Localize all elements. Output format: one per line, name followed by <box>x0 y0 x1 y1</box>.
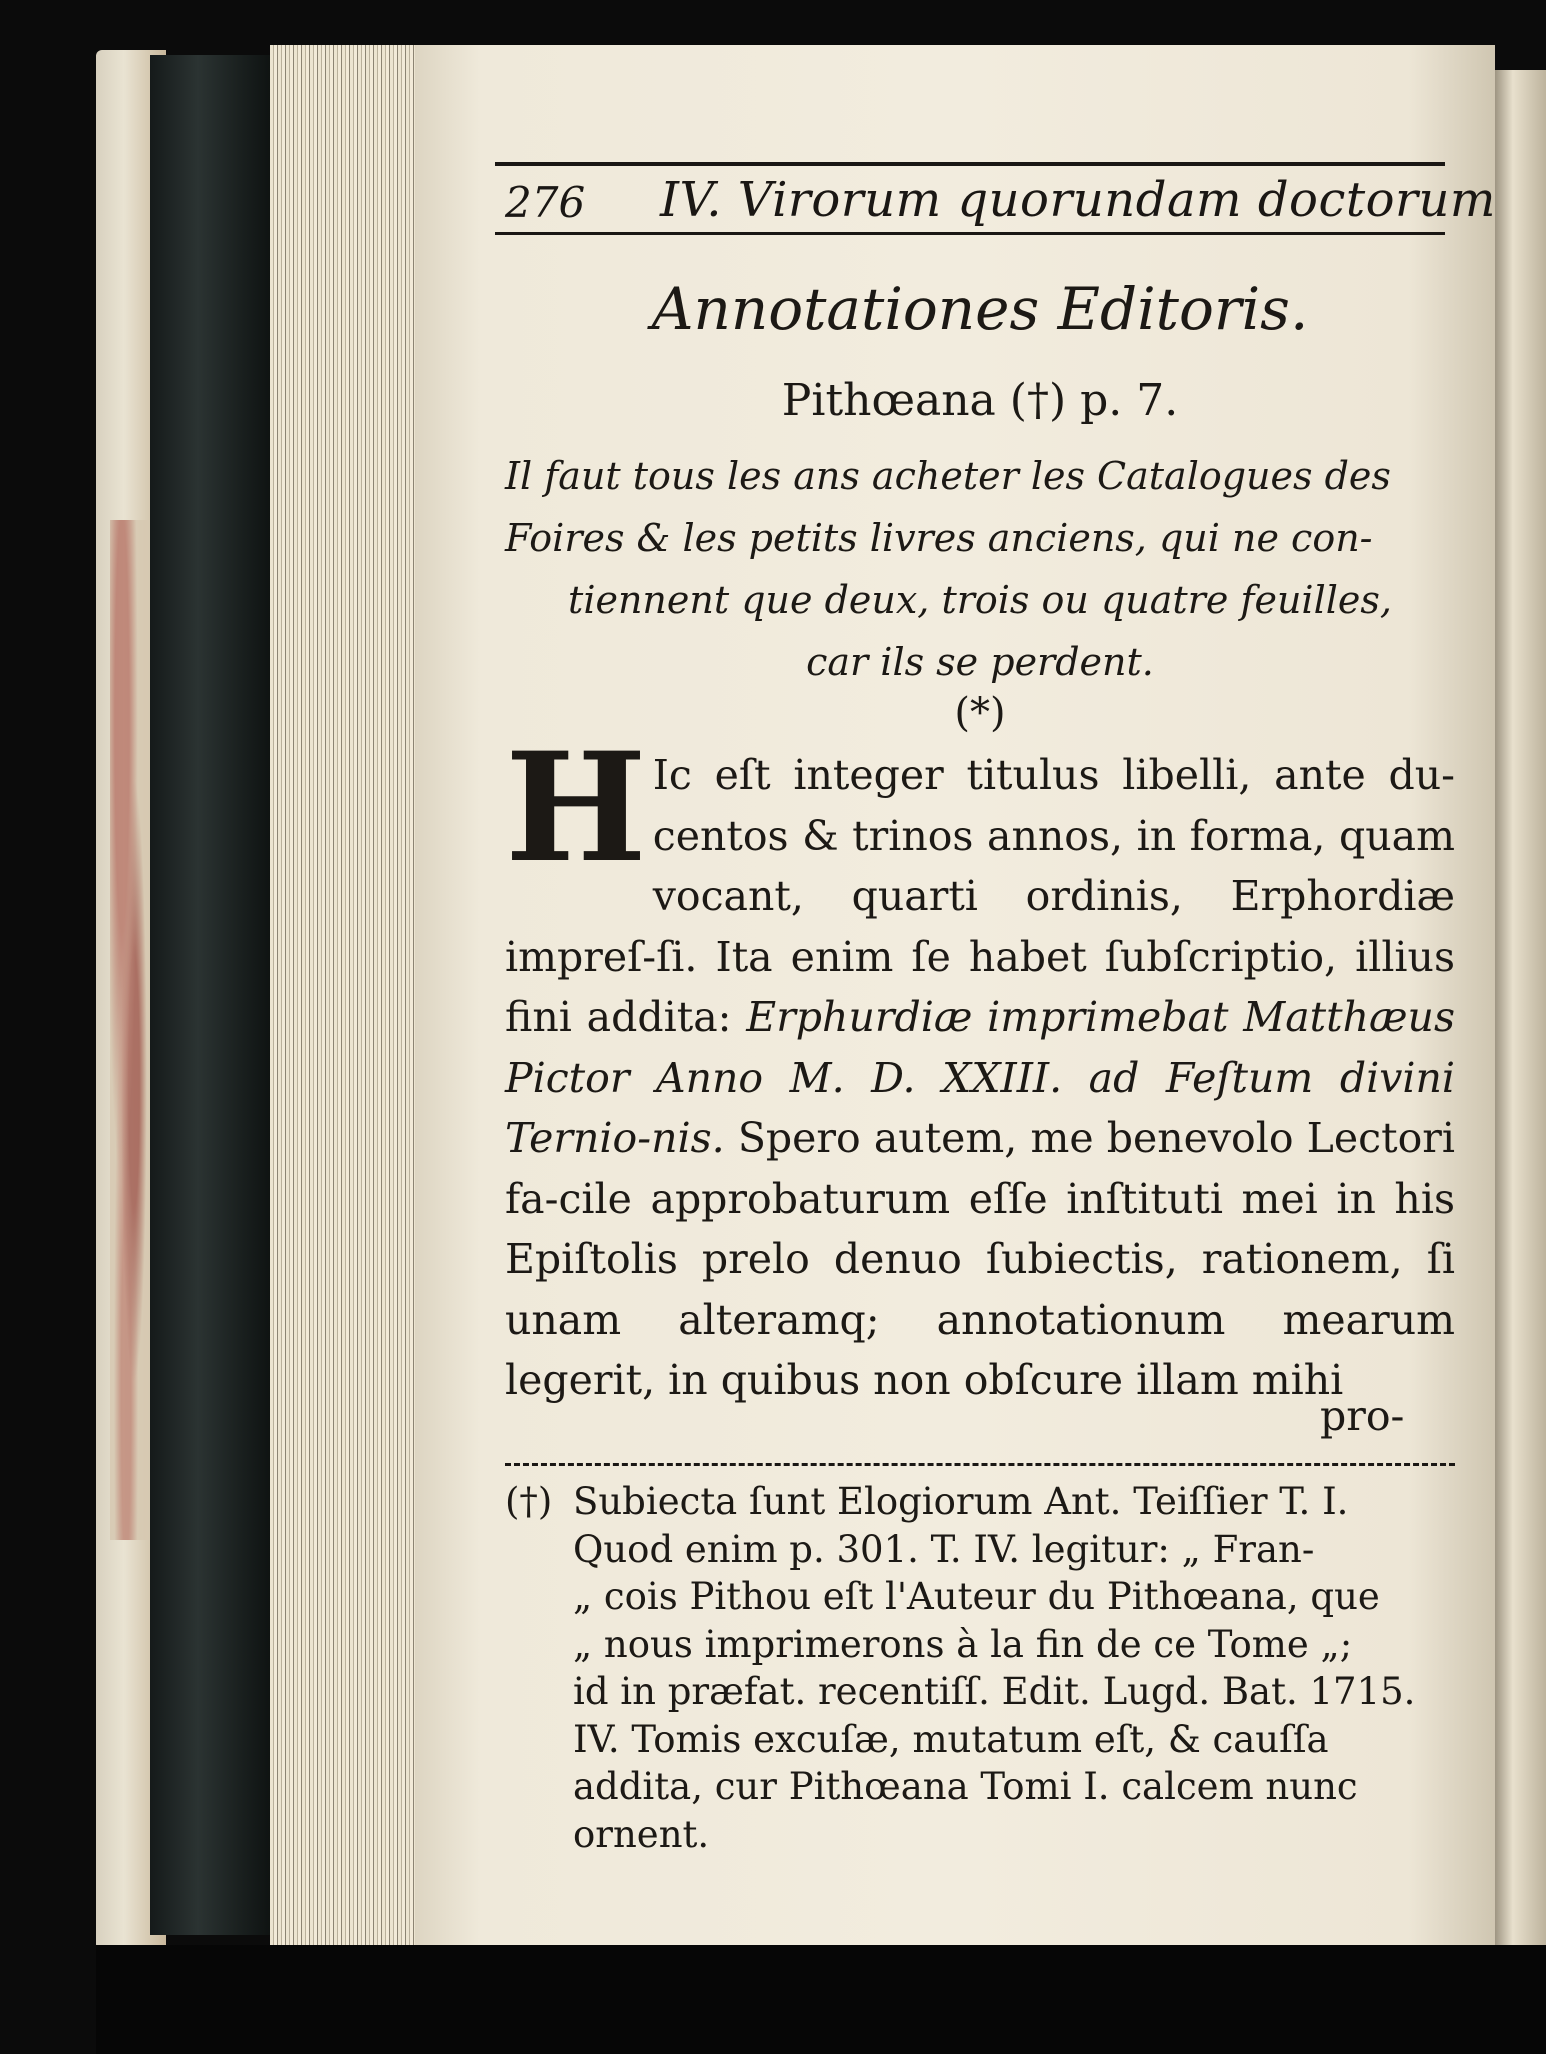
footnote-mark: (†) <box>505 1480 553 1523</box>
french-quotation <box>505 445 1455 693</box>
catchword: pro- <box>1320 1392 1405 1440</box>
footnote-line: „ cois Pithou eſt l'Auteur du Pithœana, que <box>573 1575 1380 1618</box>
footnote-line: id in præfat. recentiſſ. Edit. Lugd. Bat. 1715. <box>573 1670 1416 1713</box>
body-text-start: Ic eſt integer titulus libelli, ante du-centos & trinos annos, in forma, quam vocant, quarti ordinis, Erphordiæ impreſ-ſi. Ita enim ſe habet ſubſcriptio, illius fini addita: <box>505 751 1455 1041</box>
page-stack-edges <box>270 45 420 1945</box>
footnote-line: IV. Tomis excuſæ, mutatum eſt, & cauſſa <box>573 1717 1329 1761</box>
header-rule-bottom <box>495 232 1445 235</box>
drop-cap: H <box>505 720 647 896</box>
page-number: 276 <box>505 178 586 227</box>
colophon-citation: Erphurdiæ imprimebat Matthæus Pictor Anno M. D. XXIII. ad Feſtum divini Ternio-nis. <box>505 993 1456 1162</box>
book-spine <box>150 55 270 1935</box>
asterisk-marker: (*) <box>954 690 1006 736</box>
footnote-line: Subiecta ſunt Elogiorum Ant. Teiſſier T. I. <box>573 1480 1349 1523</box>
footnote-line: „ nous imprimerons à la fin de ce Tome „; <box>573 1622 1353 1666</box>
main-paragraph <box>505 720 1456 1411</box>
facing-page-edge <box>1495 70 1546 1950</box>
header-rule-top <box>495 162 1445 166</box>
marbled-cover-pattern <box>110 520 150 1540</box>
footnote-line: ornent. <box>573 1812 710 1856</box>
footnote-line: addita, cur Pithœana Tomi I. calcem nunc <box>573 1765 1358 1808</box>
section-subhead: Pithœana (†) p. 7. <box>781 375 1179 426</box>
footnote-line: Quod enim p. 301. T. IV. legitur: „ Fran- <box>573 1527 1315 1571</box>
quote-line: Il faut tous les ans acheter les Catalogues des <box>505 454 1391 498</box>
quote-line: car ils se perdent. <box>806 640 1154 684</box>
footnote <box>505 1478 1455 1858</box>
quote-line: Foires & les petits livres anciens, qui ne con- <box>505 516 1373 560</box>
body-text-end: Spero autem, me benevolo Lectori fa-cile approbaturum eſſe inſtituti mei in his Epiſtolis prelo denuo ſubiectis, rationem, ſi unam alteramq; annotationum mearum legerit, in quibus non obſcure illam mihi <box>505 1114 1455 1404</box>
footnote-rule <box>505 1463 1455 1466</box>
quote-line: tiennent que deux, trois ou quatre feuilles, <box>568 578 1392 622</box>
section-title: Annotationes Editoris. <box>651 275 1309 343</box>
bottom-shadow <box>96 1945 1546 2054</box>
running-head: IV. Virorum quorundam doctorum <box>660 172 1496 228</box>
